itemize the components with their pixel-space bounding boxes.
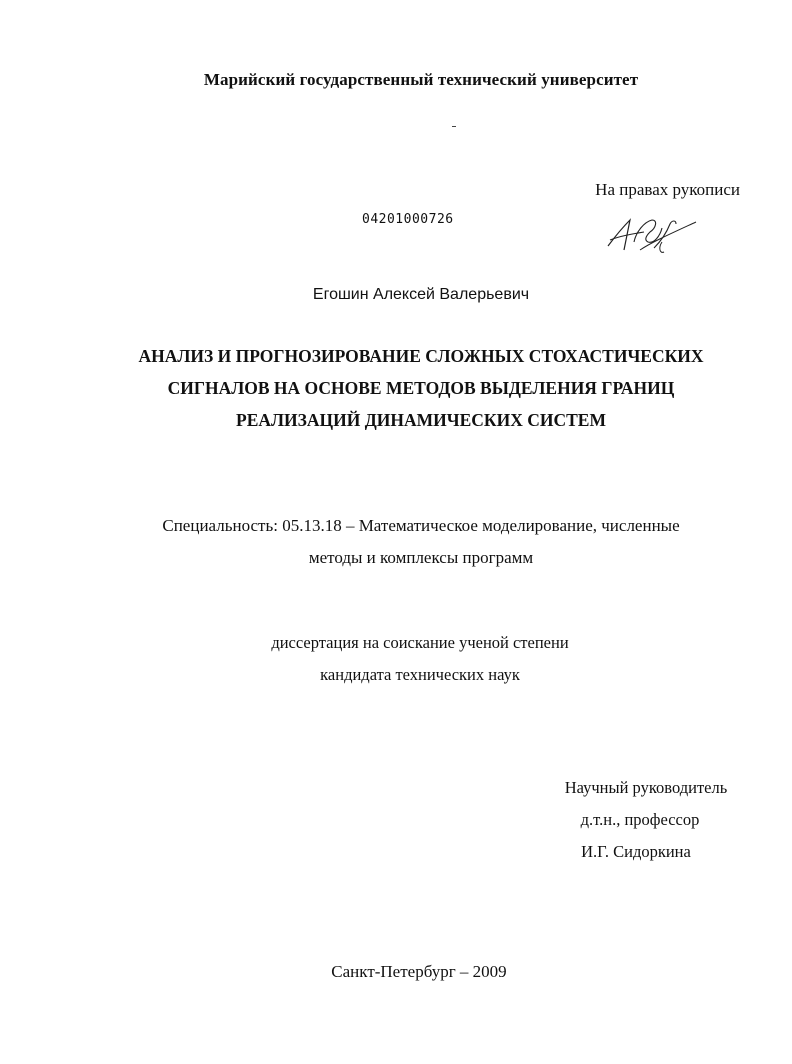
degree-line: диссертация на соискание ученой степени (271, 633, 569, 652)
degree-line: кандидата технических наук (320, 665, 520, 684)
specialty-line: Специальность: 05.13.18 – Математическое моделирование, численные (162, 516, 680, 535)
university-name: Марийский государственный технический университет (203, 70, 639, 89)
supervisor-role: Научный руководитель (564, 778, 728, 797)
signature-icon (600, 212, 700, 256)
specialty (100, 510, 742, 574)
degree-statement (170, 627, 670, 691)
rights-note: На правах рукописи (595, 180, 740, 199)
supervisor-name: И.Г. Сидоркина (581, 842, 691, 861)
title-line: СИГНАЛОВ НА ОСНОВЕ МЕТОДОВ ВЫДЕЛЕНИЯ ГРАНИЦ (167, 378, 675, 398)
stray-mark (452, 126, 456, 127)
dissertation-title (80, 340, 762, 436)
supervisor-degree: д.т.н., профессор (580, 810, 700, 829)
title-line: РЕАЛИЗАЦИЙ ДИНАМИЧЕСКИХ СИСТЕМ (236, 410, 606, 430)
serial-number: 04201000726 (362, 212, 454, 227)
supervisor-block (520, 772, 760, 868)
author-name: Егошин Алексей Валерьевич (312, 286, 530, 303)
city-year: Санкт-Петербург – 2009 (331, 962, 507, 981)
title-line: АНАЛИЗ И ПРОГНОЗИРОВАНИЕ СЛОЖНЫХ СТОХАСТИЧЕСКИХ (138, 346, 704, 366)
specialty-line: методы и комплексы программ (308, 548, 534, 567)
